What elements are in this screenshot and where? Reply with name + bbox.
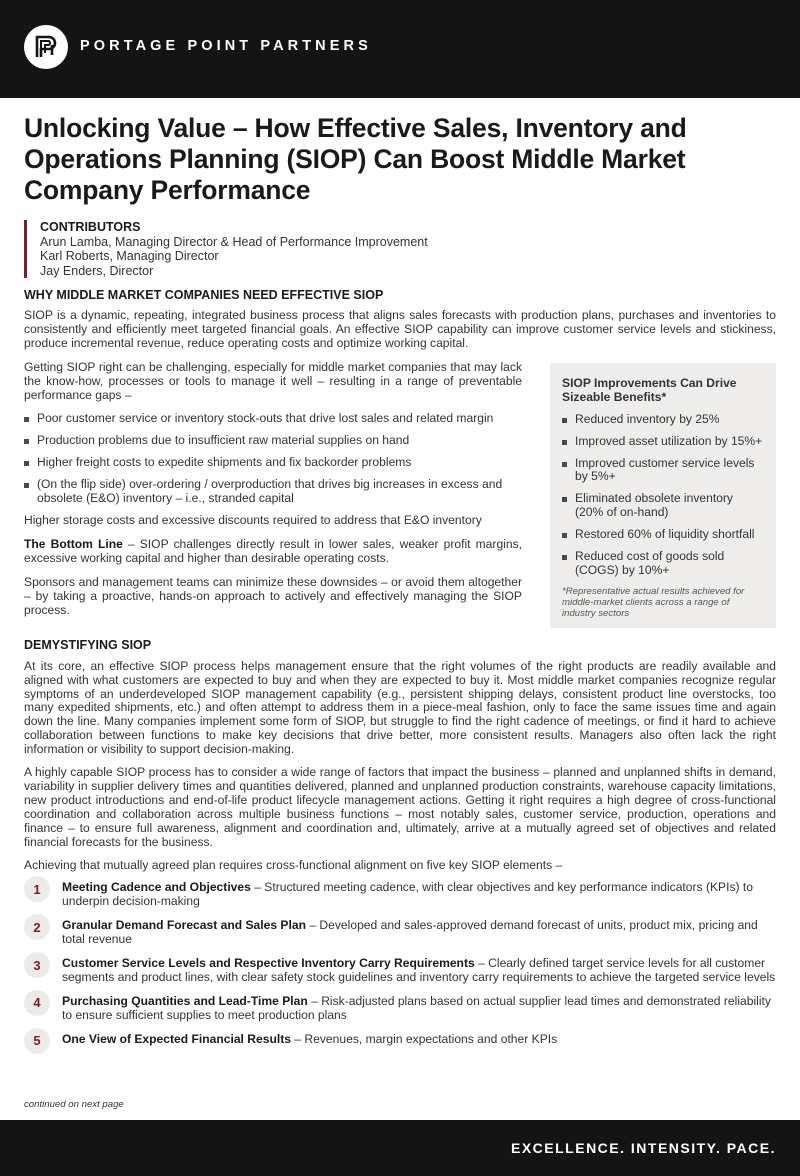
contributor-name: Jay Enders — [40, 263, 103, 278]
list-item: (On the flip side) over-ordering / overproduction that drives big increases in excess and obsolete (E&O) inventory – i.e., stranded capital — [24, 478, 522, 506]
benefits-list — [562, 413, 764, 578]
element-text — [62, 1033, 557, 1047]
page-content — [24, 113, 776, 1064]
list-item: Poor customer service or inventory stock-outs that drive lost sales and related margin — [24, 412, 522, 426]
element-title: Customer Service Levels and Respective Inventory Carry Requirements — [62, 956, 475, 971]
contributors-block — [24, 220, 776, 278]
element-text — [62, 995, 776, 1023]
contributor-name: Karl Roberts — [40, 249, 110, 263]
portage-point-logo — [24, 25, 68, 69]
contributor-role: , Director — [102, 263, 154, 278]
list-item: Improved asset utilization by 15%+ — [562, 435, 764, 449]
contributor-name: Arun Lamba — [40, 234, 109, 249]
bottom-line-text: – SIOP challenges directly result in lower sales, weaker profit margins, excessive working capital and higher than desirable operating costs. — [24, 536, 522, 565]
paragraph: At its core, an effective SIOP process helps management ensure that the right volumes of the right products are readily available and aligned with what customers are expected to buy and when they are expected to buy it. Most middle market companies recognize regular symptoms of an underdeveloped SIOP management capability (e.g., persistent shipping delays, consistent product line overstocks, too many expedited shipments, etc.) and often attempt to address them in a piece-meal fashion, only to face the same issues time and again down the line. Many companies implement some form of SIOP, but struggle to find the right cadence of meetings, or find it hard to achieve collaboration between functions to make key decisions that drive better, more consistent results. Managers also often lack the right information or visibility to support decision-making. — [24, 658, 776, 757]
sidebar-title: SIOP Improvements Can Drive Sizeable Benefits* — [562, 375, 737, 405]
contributor — [40, 235, 776, 250]
section-heading-why: WHY MIDDLE MARKET COMPANIES NEED EFFECTIVE SIOP — [24, 288, 384, 302]
storage-costs-text: Higher storage costs and excessive discounts required to address that E&O inventory — [24, 512, 482, 527]
contributors-heading: CONTRIBUTORS — [40, 220, 141, 234]
element-description: – Risk-adjusted plans based on actual supplier lead times and demonstrated reliability to ensure sufficient supplies to meet production plans — [62, 993, 771, 1022]
contributor-role: , Managing Director & Head of Performance Improvement — [108, 234, 428, 249]
siop-element — [24, 919, 776, 947]
footer-tagline: EXCELLENCE. INTENSITY. PACE. — [511, 1140, 776, 1156]
siop-element — [24, 957, 776, 985]
siop-element — [24, 995, 776, 1023]
siop-element — [24, 881, 776, 909]
paragraph: A highly capable SIOP process has to consider a wide range of factors that impact the business – planned and unplanned shifts in demand, variability in supplier delivery times and quantities delivered, planned and unplanned production constraints, warehouse capacity limitations, new product introductions and end-of-life product lifecycle management actions. Getting it right requires a high degree of cross-functional coordination and collaboration across multiple business functions – most notably sales, customer service, production, operations and finance – to ensure full awareness, alignment and coordination and, ultimately, arrive at a mutually agreed set of objectives and related financial forecasts for the business. — [24, 765, 776, 849]
list-item: Improved customer service levels by 5%+ — [562, 457, 764, 485]
sidebar-footnote: *Representative actual results achieved for middle-market clients across a range of industry sectors — [562, 585, 745, 619]
left-column — [24, 361, 522, 628]
page-title: Unlocking Value – How Effective Sales, Inventory and Operations Planning (SIOP) Can Boost Middle Market Company Performance — [24, 113, 687, 205]
closing-text: Sponsors and management teams can minimize these downsides – or avoid them altogether – by taking a proactive, hands-on approach to actively and effectively managing the SIOP process. — [24, 574, 522, 617]
element-text — [62, 881, 776, 909]
challenges-list — [24, 412, 522, 506]
number-badge: 4 — [24, 990, 50, 1016]
list-item: Eliminated obsolete inventory (20% of on-hand) — [562, 492, 764, 520]
list-item: Higher freight costs to expedite shipments and fix backorder problems — [24, 456, 522, 470]
number-badge: 1 — [24, 876, 50, 902]
element-text — [62, 957, 776, 985]
continued-note: continued on next page — [24, 1099, 124, 1110]
benefits-sidebar — [550, 363, 776, 628]
challenges-lead: Getting SIOP right can be challenging, especially for middle market companies that may lack the know-how, processes or tools to manage it well – resulting in a range of preventable performance gaps – — [24, 359, 522, 402]
number-badge: 5 — [24, 1028, 50, 1054]
number-badge: 3 — [24, 952, 50, 978]
element-title: Meeting Cadence and Objectives — [62, 880, 251, 895]
element-title: One View of Expected Financial Results — [62, 1031, 291, 1046]
section-heading-demystifying: DEMYSTIFYING SIOP — [24, 637, 152, 652]
element-description: – Clearly defined target service levels for all customer segments and product lines, with clear safety stock guidelines and inventory carry requirements to achieve the targeted service levels — [62, 956, 776, 984]
element-description: – Revenues, margin expectations and other KPIs — [290, 1031, 558, 1046]
bottom-line — [24, 538, 522, 566]
element-title: Purchasing Quantities and Lead-Time Plan — [62, 993, 308, 1008]
element-description: – Developed and sales-approved demand forecast of units, product mix, pricing and total revenue — [62, 918, 758, 947]
contributor — [40, 264, 776, 279]
siop-element — [24, 1033, 776, 1054]
number-badge: 2 — [24, 914, 50, 940]
brand-name: PORTAGE POINT PARTNERS — [80, 38, 372, 54]
page-footer — [0, 1120, 800, 1176]
list-item: Restored 60% of liquidity shortfall — [562, 528, 764, 542]
bottom-line-label: The Bottom Line — [24, 536, 123, 551]
list-item: Reduced inventory by 25% — [562, 413, 764, 427]
siop-elements-list — [24, 881, 776, 1053]
contributor — [40, 249, 776, 264]
list-item: Reduced cost of goods sold (COGS) by 10%+ — [562, 550, 764, 578]
element-text — [62, 919, 776, 947]
two-column-area — [24, 361, 776, 628]
page-header — [0, 0, 800, 98]
section-intro: SIOP is a dynamic, repeating, integrated business process that aligns sales forecasts with production plans, purchases and inventories to consistently and efficiently meet targeted financial goals. An effective SIOP capability can improve customer service levels and stickiness, produce incremental revenue, reduce operating costs and optimize working capital. — [24, 308, 776, 350]
element-title: Granular Demand Forecast and Sales Plan — [62, 918, 306, 933]
element-description: – Structured meeting cadence, with clear objectives and key performance indicators (KPIs) to underpin decision-making — [62, 880, 753, 909]
contributor-role: , Managing Director — [109, 249, 219, 263]
demystifying-section — [24, 638, 776, 1054]
paragraph: Achieving that mutually agreed plan requires cross-functional alignment on five key SIOP elements – — [24, 857, 563, 872]
list-item: Production problems due to insufficient raw material supplies on hand — [24, 434, 522, 448]
